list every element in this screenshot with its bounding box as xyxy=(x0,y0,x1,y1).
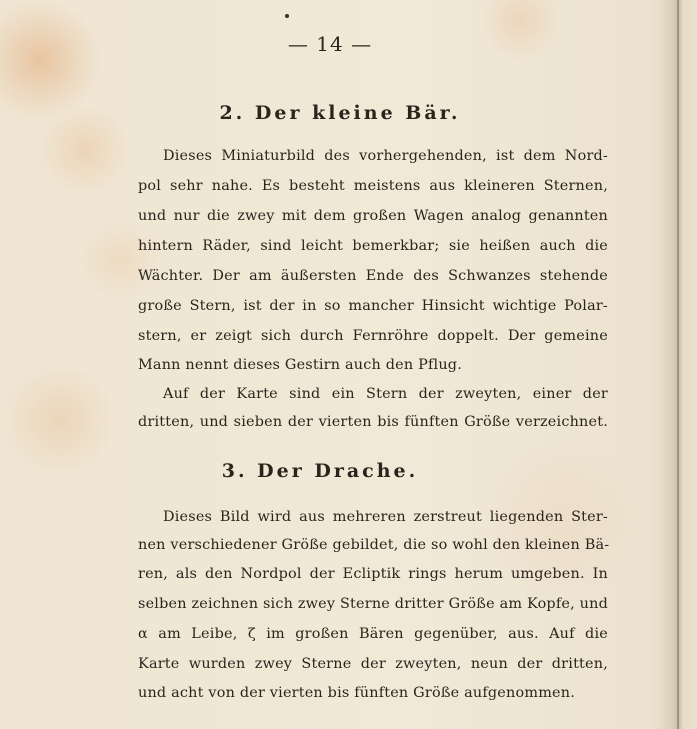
text-line: Dieses Miniaturbild des vorhergehenden, ist dem Nord- xyxy=(163,148,608,164)
text-line: und nur die zwey mit dem großen Wagen analog genannten xyxy=(138,208,608,224)
text-line: dritten, und sieben der vierten bis fünften Größe verzeichnet. xyxy=(138,414,608,430)
ink-speck xyxy=(285,14,289,18)
text-line: und acht von der vierten bis fünften Größe aufgenommen. xyxy=(138,685,576,701)
text-line: Wächter. Der am äußersten Ende des Schwanzes stehende xyxy=(138,268,608,284)
text-line: pol sehr nahe. Es besteht meistens aus kleineren Sternen, xyxy=(138,178,608,194)
text-line: selben zeichnen sich zwey Sterne dritter Größe am Kopfe, und xyxy=(138,596,608,612)
text-line: α am Leibe, ζ im großen Bären gegenüber, aus. Auf die xyxy=(138,626,608,642)
text-line: nen verschiedener Größe gebildet, die so wohl den kleinen Bä- xyxy=(138,537,610,553)
text-line: Karte wurden zwey Sterne der zweyten, neun der dritten, xyxy=(138,656,608,672)
page-number-header: — 14 — xyxy=(287,32,373,56)
text-line: ren, als den Nordpol der Ecliptik rings herum umgeben. In xyxy=(138,566,608,582)
text-line: Dieses Bild wird aus mehreren zerstreut liegenden Ster- xyxy=(163,509,608,525)
text-line: Mann nennt dieses Gestirn auch den Pflug. xyxy=(138,357,462,373)
section-heading-drache: 3. Der Drache. xyxy=(221,460,419,482)
text-line: hintern Räder, sind leicht bemerkbar; sie heißen auch die xyxy=(138,238,608,254)
text-line: Auf der Karte sind ein Stern der zweyten, einer der xyxy=(163,386,608,402)
text-line: große Stern, ist der in so mancher Hinsicht wichtige Polar- xyxy=(138,298,608,314)
text-line: stern, er zeigt sich durch Fernröhre doppelt. Der gemeine xyxy=(138,328,608,344)
section-heading-kleiner-baer: 2. Der kleine Bär. xyxy=(219,102,461,124)
